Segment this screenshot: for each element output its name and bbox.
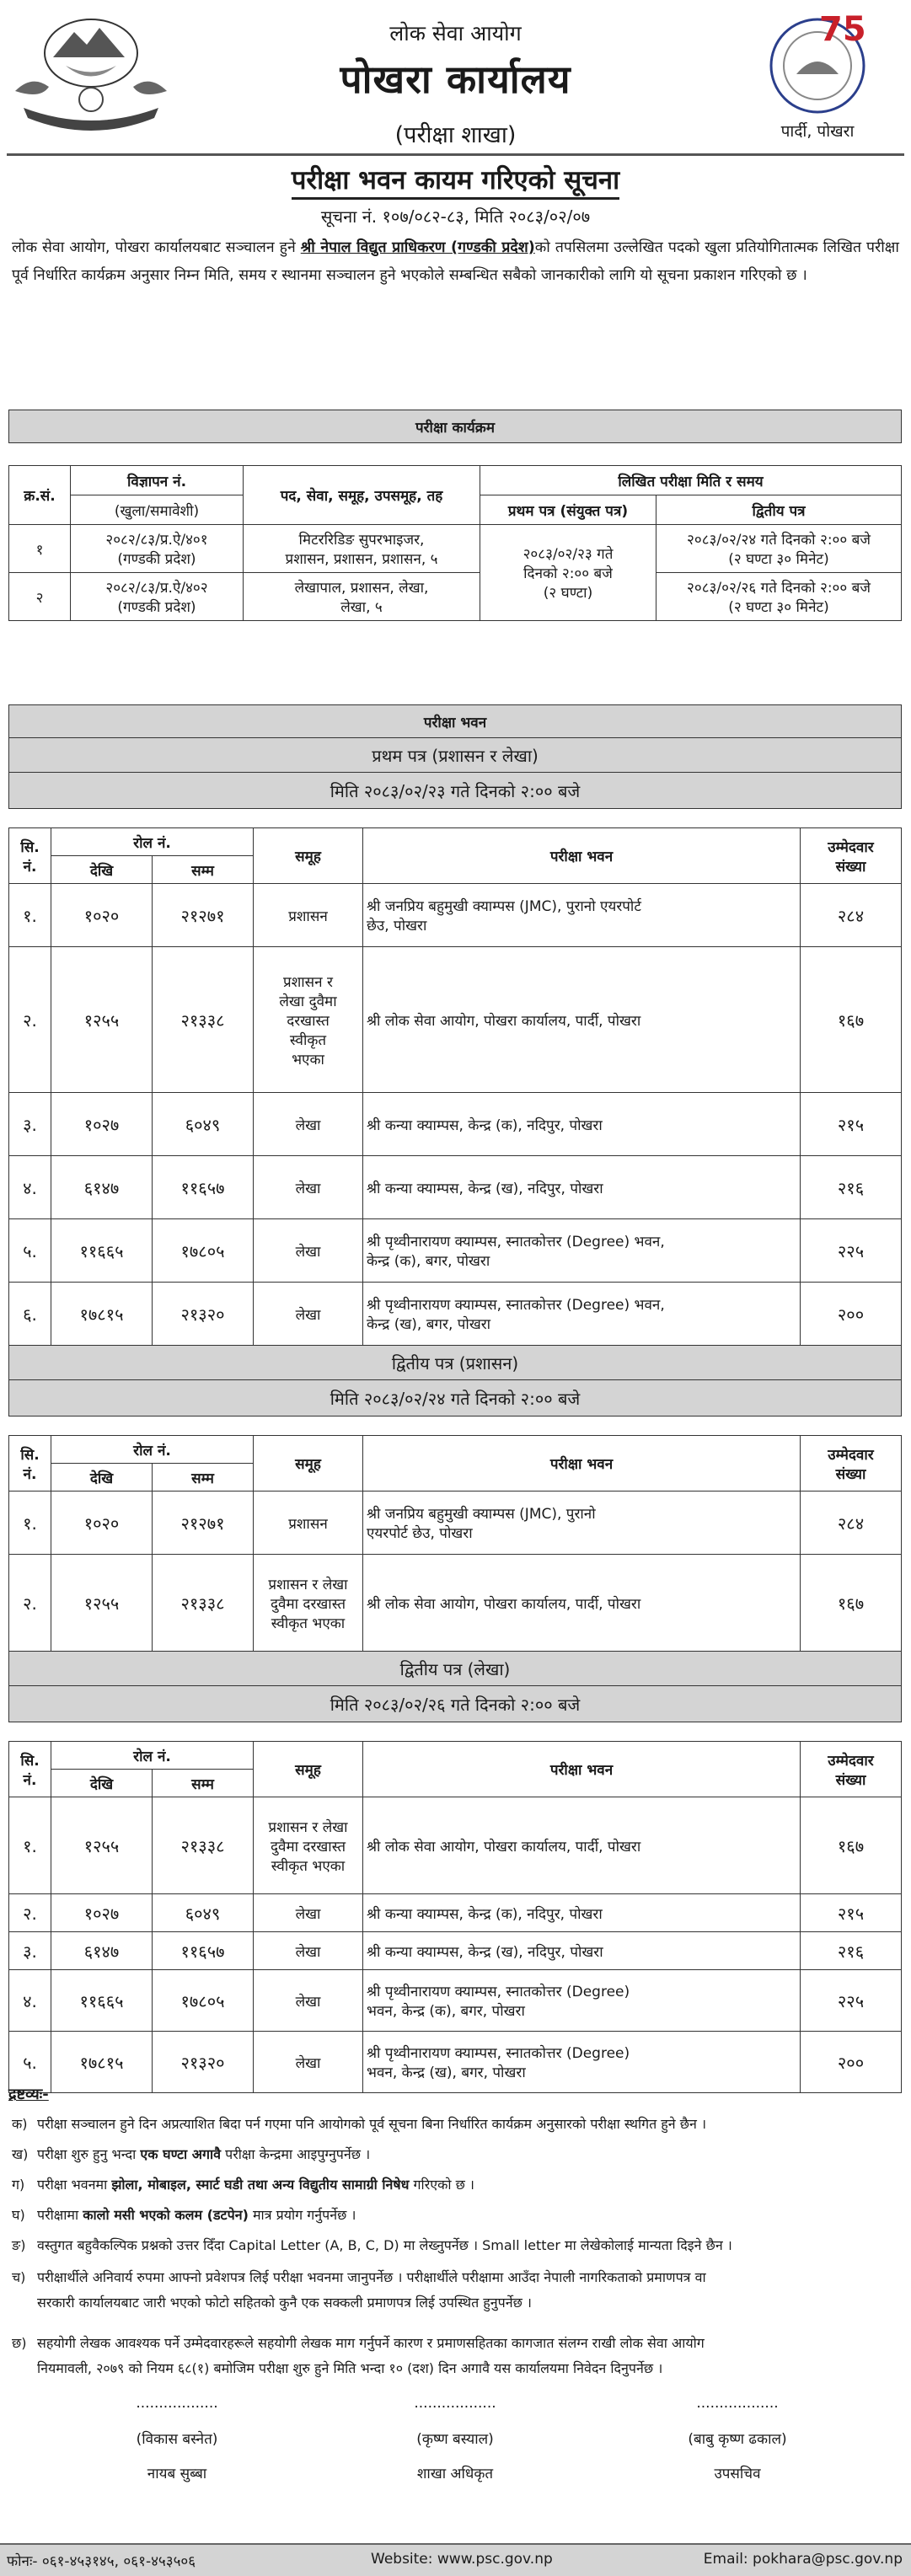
note-item: ग) परीक्षा भवनमा झोला, मोबाइल, स्मार्ट घडी तथा अन्य विद्युतीय सामाग्री निषेध गरिएको छ ।: [12, 2177, 474, 2193]
note-item: घ) परीक्षामा कालो मसी भएको कलम (डटपेन) मात्र प्रयोग गर्नुपर्नेछ ।: [12, 2207, 356, 2223]
table-row: २. १२५५ २१३३८ प्रशासन र लेखा दुवैमा दरखास्त स्वीकृत भएका श्री लोक सेवा आयोग, पोखरा कार्यालय, पार्दी, पोखरा १६७: [9, 1555, 902, 1652]
program-row: २ २०८२/८३/प्र.ऐ/४०२ (गण्डकी प्रदेश) लेखापाल, प्रशासन, लेखा, लेखा, ५ २०८३/०२/२६ गते दिनको २:०० बजे (२ घण्टा ३० मिनेट): [9, 573, 902, 621]
program-row: १ २०८२/८३/प्र.ऐ/४०१ (गण्डकी प्रदेश) मिटररिडिङ सुपरभाइजर, प्रशासन, प्रशासन, प्रशासन, ५ २०८३/०२/२३ गते दिनको २:०० बजे (२ घण्टा) २०८३/०२/२४ गते दिनको २:०० बजे (२ घण्टा ३० मिनेट): [9, 525, 902, 573]
signature-block: .................. (बाबु कृष्ण ढकाल) उपसचिव: [688, 2395, 787, 2482]
paper2-date: मिति २०८३/०२/२४ गते दिनको २:०० बजे: [9, 1380, 902, 1417]
paper3-title: द्वितीय पत्र (लेखा): [9, 1652, 902, 1686]
signature-block: .................. (विकास बस्नेत) नायब सुब्बा: [136, 2395, 218, 2482]
footer-email[interactable]: Email: pokhara@psc.gov.np: [703, 2551, 903, 2568]
exam-venue-table: परीक्षा भवन प्रथम पत्र (प्रशासन र लेखा) मिति २०८३/०२/२३ गते दिनको २:०० बजे सि. नं. रोल नं. समूह परीक्षा भवन उम्मेदवार संख्या देखि सम्म १. १०२० २१२७१ प्रशासन श्री जनप्रिय बहुमुखी क्याम्पस (JMC), पुरानो एयरपोर्ट छेउ, पोखरा २८४ २. १२५५ २१३३८ प्रशासन र लेखा दुवैमा दरखास्त स्वीकृत भएका श्री लोक सेवा आयोग, पोखरा कार्यालय, पार्दी, पोखरा १६७ ३. १०२७ ६०४९ लेखा श्री कन्या क्याम्पस, केन्द्र (क), नदिपुर, पोखरा २१५ ४. ६१४७ ११६५७ लेखा श्री कन्या क्याम्पस, केन्द्र (ख), नदिपुर, पोखरा २१६ ५. ११६६५ १७८०५ लेखा श्री पृथ्वीनारायण क्याम्पस, स्नातकोत्तर (Degree) भवन, केन्द्र (क), बगर, पोखरा २२५ ६. १७८१५ २१३२० लेखा श्री पृथ्वीनारायण क्याम्पस, स्नातकोत्तर (Degree) भवन, केन्द्र (ख), बगर, पोखरा २०० द्वितीय पत्र (प्रशासन) मिति २०८३/०२/२४ गते दिनको २:०० बजे सि. नं. रोल नं. समूह परीक्षा भवन उम्मेदवार संख्या देखि सम्म १. १०२० २१२७१ प्रशासन श्री जनप्रिय बहुमुखी क्याम्पस (JMC), पुरानो एयरपोर्ट छेउ, पोखरा २८४ २. १२५५ २१३३८ प्रशासन र लेखा दुवैमा दरखास्त स्वीकृत भएका श्री लोक सेवा आयोग, पोखरा कार्यालय, पार्दी, पोखरा १६७ द्वितीय पत्र (लेखा) मिति २०८३/०२/२६ गते दिनको २:०० बजे सि. नं. रोल नं. समूह परीक्षा भवन उम्मेदवार संख्या देखि सम्म १. १२५५ २१३३८ प्रशासन र लेखा दुवैमा दरखास्त स्वीकृत भएका श्री लोक सेवा आयोग, पोखरा कार्यालय, पार्दी, पोखरा १६७ २. १०२७ ६०४९ लेखा श्री कन्या क्याम्पस, केन्द्र (क), नदिपुर, पोखरा २१५ ३. ६१४७ ११६५७ लेखा श्री कन्या क्याम्पस, केन्द्र (ख), नदिपुर, पोखरा २१६ ४. ११६६५ १७८०५ लेखा श्री पृथ्वीनारायण क्याम्पस, स्नातकोत्तर (Degree) भवन, केन्द्र (क), बगर, पोखरा २२५ ५. १७८१५ २१३२० लेखा श्री पृथ्वीनारायण क्याम्पस, स्नातकोत्तर (Degree) भवन, केन्द्र (ख), बगर, पोखरा २००: [8, 704, 902, 2093]
note-item: क) परीक्षा सञ्चालन हुने दिन अप्रत्याशित बिदा पर्न गएमा पनि आयोगको पूर्व सूचना बिना निर्धारित कार्यक्रम अनुसारको परीक्षा स्थगित हुने छैन ।: [12, 2116, 707, 2132]
footer-phone: फोनः- ०६१-४५३१४५, ०६१-४५३५०६: [7, 2553, 196, 2570]
table-row: १. १२५५ २१३३८ प्रशासन र लेखा दुवैमा दरखास्त स्वीकृत भएका श्री लोक सेवा आयोग, पोखरा कार्यालय, पार्दी, पोखरा १६७: [9, 1797, 902, 1894]
program-heading: परीक्षा कार्यक्रम: [9, 410, 902, 443]
org-name: लोक सेवा आयोग: [389, 21, 522, 46]
note-item: ङ) वस्तुगत बहुवैकल्पिक प्रश्नको उत्तर दिँदा Capital Letter (A, B, C, D) मा लेख्नुपर्नेछ । Small letter मा लेखेकोलाई मान्यता दिइने छैन ।: [12, 2237, 732, 2253]
notice-number: सूचना नं. १०७/०८२-८३, मिति २०८३/०२/०७: [320, 206, 591, 227]
table-row: २. १०२७ ६०४९ लेखा श्री कन्या क्याम्पस, केन्द्र (क), नदिपुर, पोखरा २१५: [9, 1894, 902, 1932]
signature-block: .................. (कृष्ण बस्याल) शाखा अधिकृत: [414, 2395, 496, 2482]
paper3-date: मिति २०८३/०२/२६ गते दिनको २:०० बजे: [9, 1686, 902, 1722]
footer: [0, 2543, 911, 2576]
section-name: (परीक्षा शाखा): [394, 122, 517, 148]
table-row: ६. १७८१५ २१३२० लेखा श्री पृथ्वीनारायण क्याम्पस, स्नातकोत्तर (Degree) भवन, केन्द्र (ख), बगर, पोखरा २००: [9, 1283, 902, 1346]
table-row: ३. ६१४७ ११६५७ लेखा श्री कन्या क्याम्पस, केन्द्र (ख), नदिपुर, पोखरा २१६: [9, 1932, 902, 1970]
notice-title: परीक्षा भवन कायम गरिएको सूचना: [0, 162, 911, 197]
venue-heading: परीक्षा भवन: [9, 705, 902, 738]
footer-website[interactable]: Website: www.psc.gov.np: [371, 2551, 553, 2568]
office-name: पोखरा कार्यालय: [340, 56, 571, 102]
paper1-title: प्रथम पत्र (प्रशासन र लेखा): [9, 738, 902, 773]
table-row: ३. १०२७ ६०४९ लेखा श्री कन्या क्याम्पस, केन्द्र (क), नदिपुर, पोखरा २१५: [9, 1093, 902, 1156]
table-row: ५. १७८१५ २१३२० लेखा श्री पृथ्वीनारायण क्याम्पस, स्नातकोत्तर (Degree) भवन, केन्द्र (ख), बगर, पोखरा २००: [9, 2032, 902, 2093]
table-row: १. १०२० २१२७१ प्रशासन श्री जनप्रिय बहुमुखी क्याम्पस (JMC), पुरानो एयरपोर्ट छेउ, पोखरा २८४: [9, 1492, 902, 1555]
logo-caption: पार्दी, पोखरा: [780, 122, 855, 141]
header-rule: [7, 153, 904, 156]
table-row: ४. ११६६५ १७८०५ लेखा श्री पृथ्वीनारायण क्याम्पस, स्नातकोत्तर (Degree) भवन, केन्द्र (क), बगर, पोखरा २२५: [9, 1970, 902, 2032]
table-row: २. १२५५ २१३३८ प्रशासन र लेखा दुवैमा दरखास्त स्वीकृत भएका श्री लोक सेवा आयोग, पोखरा कार्यालय, पार्दी, पोखरा १६७: [9, 947, 902, 1093]
table-row: १. १०२० २१२७१ प्रशासन श्री जनप्रिय बहुमुखी क्याम्पस (JMC), पुरानो एयरपोर्ट छेउ, पोखरा २८४: [9, 884, 902, 947]
note-item: छ) सहयोगी लेखक आवश्यक पर्ने उम्मेदवारहरूले सहयोगी लेखक माग गर्नुपर्ने कारण र प्रमाणसहितका कागजात संलग्न राखी लोक सेवा आयोग नियमावली, २०७९ को नियम ६८(१) बमोजिम परीक्षा शुरु हुने मिति भन्दा १० (दश) दिन अगावै यस कार्यालयमा निवेदन दिनुपर्नेछ ।: [12, 2335, 705, 2376]
paper1-date: मिति २०८३/०२/२३ गते दिनको २:०० बजे: [9, 773, 902, 809]
table-row: ४. ६१४७ ११६५७ लेखा श्री कन्या क्याम्पस, केन्द्र (ख), नदिपुर, पोखरा २१६: [9, 1156, 902, 1219]
logo-number: 75: [819, 10, 866, 49]
notes-title: द्रष्टव्यः-: [8, 2086, 49, 2103]
paper2-title: द्वितीय पत्र (प्रशासन): [9, 1346, 902, 1380]
intro-paragraph: लोक सेवा आयोग, पोखरा कार्यालयबाट सञ्चालन हुने श्री नेपाल विद्युत प्राधिकरण (गण्डकी प्रदेश)को तपसिलमा उल्लेखित पदको खुला प्रतियोगितात्मक लिखित परीक्षा पूर्व निर्धारित कार्यक्रम अनुसार निम्न मिति, समय र स्थानमा सञ्चालन हुने भएकोले सम्बन्धित सबैको जानकारीको लागि यो सूचना प्रकाशन गरिएको छ ।: [12, 239, 899, 284]
note-item: ख) परीक्षा शुरु हुनु भन्दा एक घण्टा अगावै परीक्षा केन्द्रमा आइपुग्नुपर्नेछ ।: [12, 2146, 371, 2162]
table-row: ५. ११६६५ १७८०५ लेखा श्री पृथ्वीनारायण क्याम्पस, स्नातकोत्तर (Degree) भवन, केन्द्र (क), बगर, पोखरा २२५: [9, 1219, 902, 1283]
exam-program-table: परीक्षा कार्यक्रम क्र.सं. विज्ञापन नं. पद, सेवा, समूह, उपसमूह, तह लिखित परीक्षा मिति र समय (खुला/समावेशी) प्रथम पत्र (संयुक्त पत्र) द्वितीय पत्र १ २०८२/८३/प्र.ऐ/४०१ (गण्डकी प्रदेश) मिटररिडिङ सुपरभाइजर, प्रशासन, प्रशासन, प्रशासन, ५ २०८३/०२/२३ गते दिनको २:०० बजे (२ घण्टा) २०८३/०२/२४ गते दिनको २:०० बजे (२ घण्टा ३० मिनेट) २ २०८२/८३/प्र.ऐ/४०२ (गण्डकी प्रदेश) लेखापाल, प्रशासन, लेखा, लेखा, ५ २०८३/०२/२६ गते दिनको २:०० बजे (२ घण्टा ३० मिनेट): [8, 410, 902, 621]
note-item: च) परीक्षार्थीले अनिवार्य रुपमा आफ्नो प्रवेशपत्र लिई परीक्षा भवनमा जानुपर्नेछ । परीक्षार्थीले परीक्षामा आउँदा नेपाली नागरिकताको प्रमाणपत्र वा सरकारी कार्यालयबाट जारी भएको फोटो सहितको कुनै एक सक्कली प्रमाणपत्र लिई उपस्थित हुनुपर्नेछ ।: [12, 2269, 706, 2311]
col-sn: सि. नं.: [9, 828, 51, 884]
